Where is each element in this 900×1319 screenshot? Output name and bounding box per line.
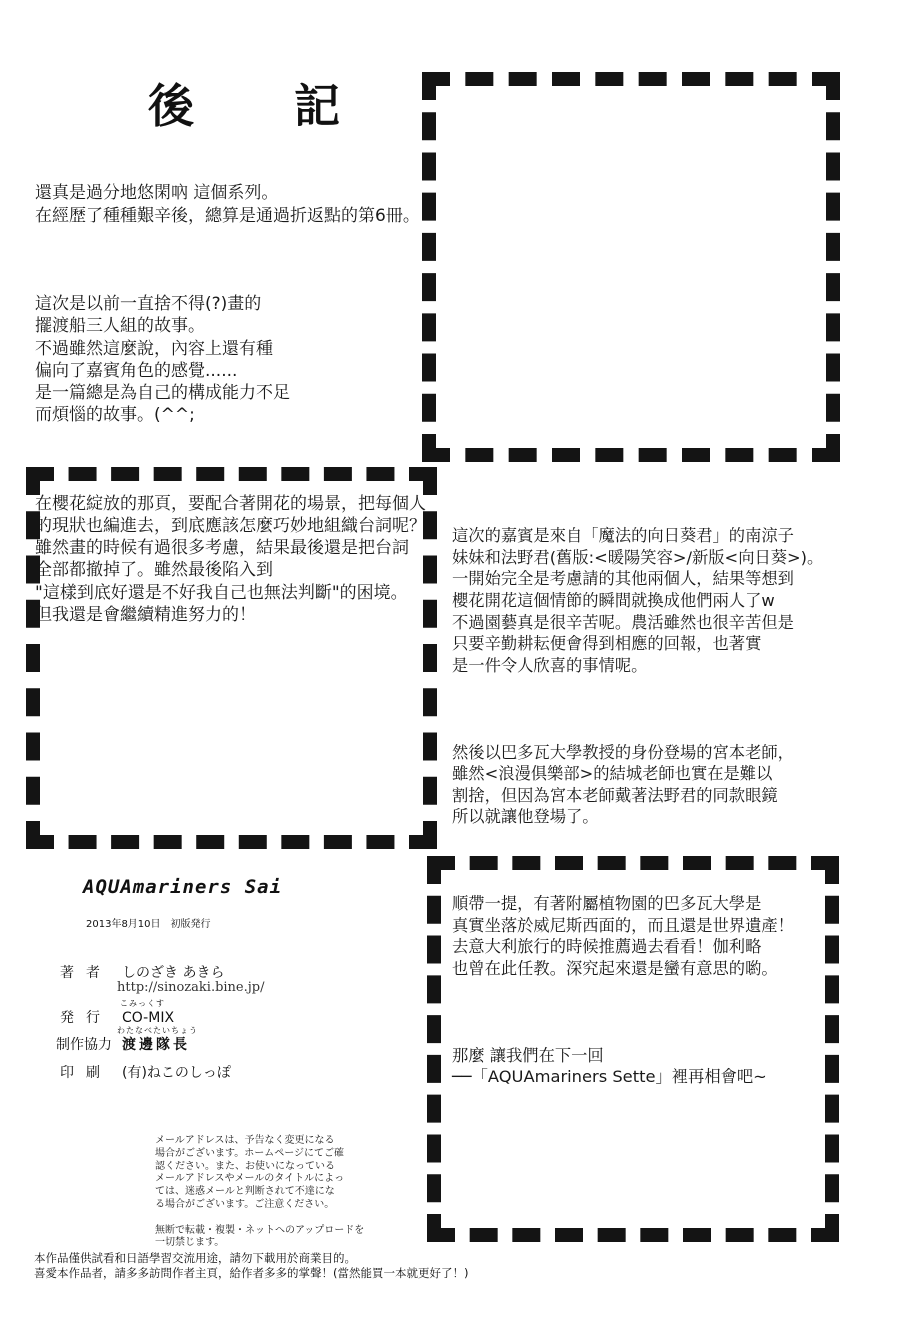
paragraph: 那麼 讓我們在下一回 ──「AQUAmariners Sette」裡再相會吧~ [452, 1045, 767, 1087]
credit-production [50, 1034, 190, 1054]
notice-text: メールアドレスは、予告なく変更になる 場合がございます。ホームページにてご確 認ください。また、お使いになっている メールアドレスやメールのタイトルによっ ては、迷惑メールと判断されて不達にな る場合がございます。ご注意ください。 無断で転載・複製・ネットへのアップロードを 一切禁じます。 [155, 1135, 365, 1249]
footer [34, 1251, 468, 1281]
credit-printer [50, 1062, 231, 1082]
book-title: AQUAmariners Sai [83, 876, 283, 898]
credit-label: 制作協力 [56, 1037, 112, 1053]
afterword-right-text [452, 482, 823, 1131]
credit-value: (有)ねこのしっぽ [122, 1065, 231, 1081]
paragraph: 然後以巴多瓦大學教授的身份登場的宮本老師， 雖然<浪漫俱樂部>的結城老師也實在是難以 割捨，但因為宮本老師戴著法野君的同款眼鏡 所以就讓他登場了。 [452, 742, 794, 827]
credit-value: CO-MIX [122, 1010, 175, 1026]
footer-line: 本作品僅供試看和日語學習交流用途，請勿下載用於商業目的。 [34, 1251, 356, 1265]
credit-label: 著者 [60, 965, 112, 981]
credit-author [50, 962, 224, 982]
publication-date: 2013年8月10日 初版発行 [86, 919, 211, 930]
credit-label: 印刷 [60, 1065, 112, 1081]
paragraph: 順帶一提，有著附屬植物園的巴多瓦大學是 真實坐落於威尼斯西面的，而且還是世界遺產！ 去意大利旅行的時候推薦過去看看！伽利略 也曾在此任教。深究起來還是蠻有意思的喲。 [452, 894, 794, 978]
credit-ruby: わたなべたいちょう [117, 1026, 198, 1035]
paragraph: 在櫻花綻放的那頁，要配合著開花的場景，把每個人 的現狀也編進去，到底應該怎麼巧妙地組織台詞呢？ 雖然畫的時候有過很多考慮，結果最後還是把台詞 全部都撤掉了。雖然最後陷入到 "這樣到底好還是不好我自己也無法判斷"的困境。 但我還是會繼續精進努力的！ [35, 493, 426, 625]
page-title: 後 記 [148, 79, 383, 133]
credit-publisher [50, 1007, 174, 1027]
author-url: http://sinozaki.bine.jp/ [117, 980, 265, 995]
credit-ruby: こみっくす [120, 999, 165, 1008]
paragraph: 這次是以前一直捨不得(?)畫的 擺渡船三人組的故事。 不過雖然這麼說，內容上還有種 偏向了嘉賓角色的感覺...... 是一篇總是為自己的構成能力不足 而煩惱的故事。(^^; [35, 294, 290, 426]
credit-value: しのざき あきら [122, 965, 225, 981]
paragraph: 這次的嘉賓是來自「魔法的向日葵君」的南涼子 妹妹和法野君(舊版:<暖陽笑容>/新版<向日葵>)。 一開始完全是考慮請的其他兩個人，結果等想到 櫻花開花這個情節的瞬間就換成他們兩人了w 不過園藝真是很辛苦呢。農活雖然也很辛苦但是 只要辛勤耕耘便會得到相應的回報，也著實 是一件令人欣喜的事情呢。 [452, 526, 824, 675]
illustration-frame-top-right [422, 72, 840, 462]
credit-label: 発行 [60, 1010, 112, 1026]
paragraph: 還真是過分地悠閑吶 這個系列。 在經歷了種種艱辛後，總算是通過折返點的第6冊。 [35, 183, 420, 226]
illustration-frame-middle-left [26, 467, 437, 849]
footer-line: 喜愛本作品者，請多多訪問作者主頁，給作者多多的掌聲！(當然能買一本就更好了！) [34, 1266, 469, 1280]
credit-value: 渡邊隊長 [122, 1037, 190, 1053]
